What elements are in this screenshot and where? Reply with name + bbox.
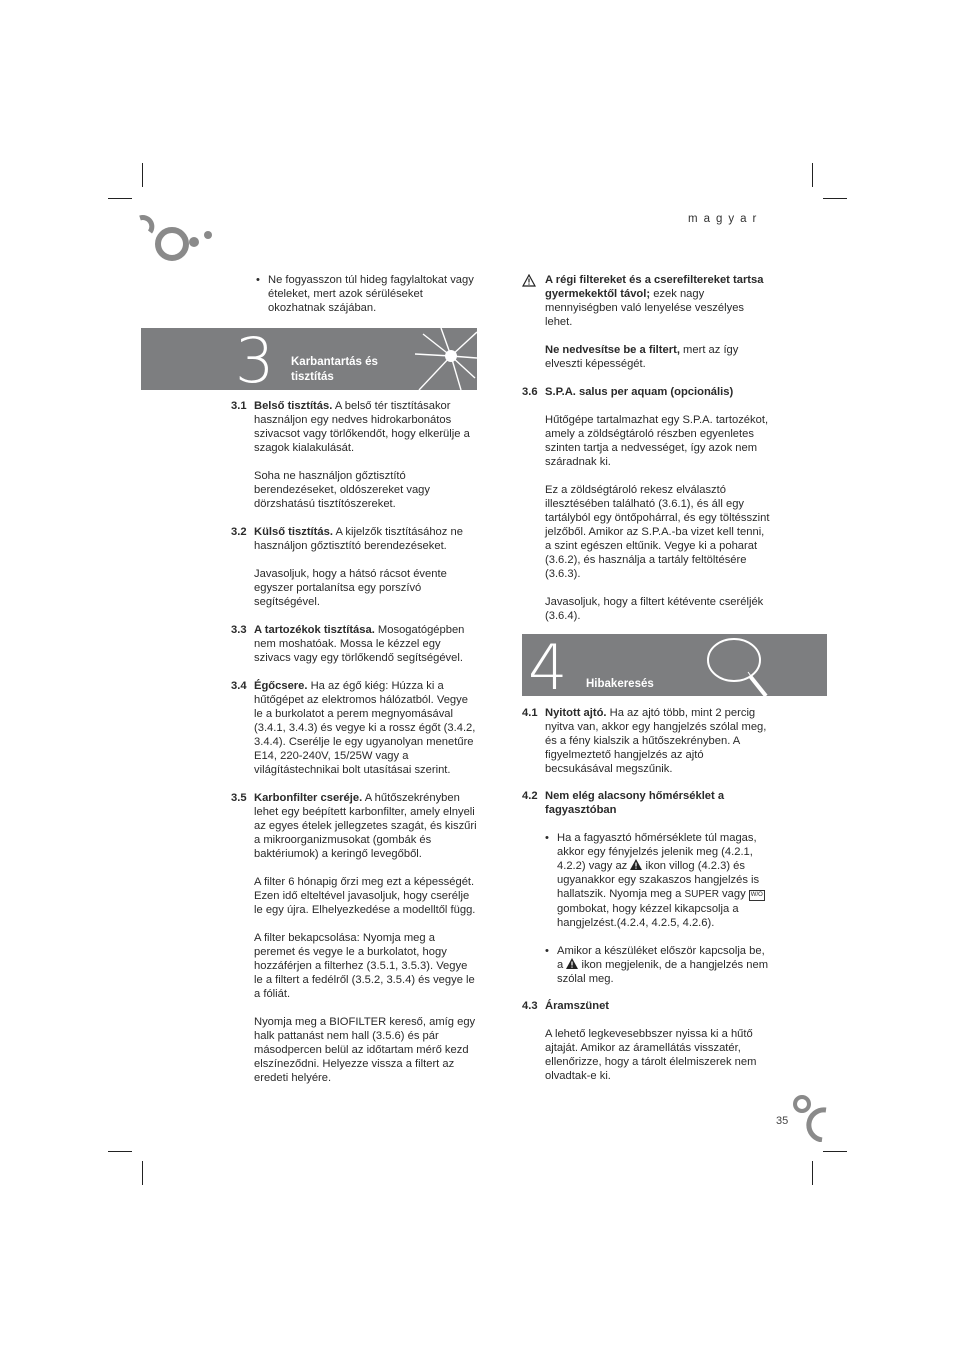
section-number: 4 (528, 634, 568, 696)
crop-mark (823, 1151, 847, 1152)
item-paragraph: A filter 6 hónapig őrzi meg ezt a képességét. Ezen idő elteltével javasoljuk, hogy cserélje le egy újra. Elhelyezkedése a modelltől függ. (254, 876, 476, 916)
brand-logo-small-icon (792, 1090, 828, 1142)
section-4-header (522, 634, 827, 696)
crop-mark (812, 163, 813, 187)
crop-mark (108, 198, 132, 199)
section-title: Karbantartás és tisztítás (291, 356, 378, 383)
wo-button-icon: W/O (749, 890, 765, 901)
section-3-header (141, 328, 477, 390)
section-4-3: 4.3 Áramszünet A lehető legkevesebbszer nyissa ki a hűtő ajtaját. Amikor az áramellátás visszatér, ellenőrizze, hogy a tárolt élelmiszerek nem olvadtak-e ki. (522, 1000, 757, 1082)
item-paragraph: Soha ne használjon gőztisztító berendezéseket, oldószereket vagy dörzshatású tisztítószereket. (254, 470, 431, 510)
spa-paragraph: Ez a zöldségtároló rekesz elválasztó illesztésében található (3.6.1), és áll egy tartályból egy öntőpohárral, és egy töltésszint jelzőből. Amikor az S.P.A.-ba vizet kell tenni, a szint egészen eltűnik. Vegye ki a poharat (3.6.2), és használja a tartály feltöltésére (3.6.3). (545, 484, 770, 580)
left-items (231, 399, 477, 1099)
section-4-2: 4.2 Nem elég alacsony hőmérséklet a fagyasztóban • Ha a fagyasztó hőmérséklete túl magas, akkor egy fényjelzés jelenik meg (4.2.1, 4.2.2) vagy az ikon villog (4.2.3) és ugyanakkor egy szakaszos hangjelzés is hallatszik. Nyomja meg a SUPER vagy W/O gombokat, hogy kézzel kikapcsolja a hangjelzést.(4.2.4, 4.2.5, 4.2.6). • Amikor a készüléket először kapcsolja be, a ikon megjelenik, de a hangjelzés nem szólal meg. (522, 789, 772, 986)
item-heading: Karbonfilter cseréje. (254, 792, 363, 804)
item-number: 3.4 (231, 680, 247, 692)
warning-icon (630, 860, 642, 872)
item-number: 3.2 (231, 526, 247, 538)
magnifier-icon (704, 638, 788, 696)
item-text: A tartozékok tisztítása. Mosogatógépben nem moshatóak. Mossa le kézzel egy szivacs vagy egy törlőkendő segítségével. (254, 624, 465, 664)
section-4-1: 4.1 Nyitott ajtó. Ha az ajtó több, mint 2 percig nyitva van, akkor egy hangjelzés szólal meg, és a fény kialszik a hűtőszekrényben. A figyelmeztető hangjelzés az ajtó becsukásával megszűnik. (522, 707, 767, 775)
maintenance-item (231, 399, 477, 511)
section-title: Hibakeresés (586, 678, 654, 690)
maintenance-item (231, 525, 477, 609)
list-item: • Amikor a készüléket először kapcsolja be, a ikon megjelenik, de a hangjelzés nem szólal meg. (545, 944, 772, 986)
intro-bullet: • Ne fogyasszon túl hideg fagylaltokat vagy ételeket, mert azok sérüléseket okozhatnak szájában. (256, 273, 478, 315)
item-number: 3.3 (231, 624, 247, 636)
language-label: magyar (688, 213, 763, 225)
crop-mark (812, 1161, 813, 1185)
sparkle-icon (411, 328, 477, 390)
spa-section: 3.6 S.P.A. salus per aquam (opcionális) Hűtőgépe tartalmazhat egy S.P.A. tartozékot, amely a zöldségtároló részben egyenletes szinten tartja a nedvességet, így azok nem száradnak ki. Ez a zöldségtároló rekesz elválasztó illesztésében található (3.6.1), és áll egy tartályból egy öntőpohárral, és egy töltésszint jelzőből. Amikor az S.P.A.-ba vizet kell tenni, a szint egészen eltűnik. Vegye ki a poharat (3.6.2), és használja a tartály feltöltésére (3.6.3). Javasoljuk, hogy a filtert kétévente cseréljék (3.6.4). (522, 385, 772, 623)
item-number: 3.1 (231, 400, 247, 412)
item-heading: Külső tisztítás. (254, 526, 333, 538)
crop-mark (823, 198, 847, 199)
page-number: 35 (776, 1115, 789, 1127)
maintenance-item (231, 679, 477, 777)
item-number: 3.5 (231, 792, 247, 804)
warning-icon (566, 959, 578, 971)
brand-logo-icon (138, 212, 214, 272)
crop-mark (108, 1151, 132, 1152)
spa-paragraph: Javasoljuk, hogy a filtert kétévente cseréljék (3.6.4). (545, 596, 764, 622)
item-text: Karbonfilter cseréje. A hűtőszekrényben lehet egy beépített karbonfilter, amely elnyeli az egyes ételek jellegzetes szagát, és kiszűri a mikroorganizmusokat (gombák és baktériumok) a keringő levegőből. (254, 792, 477, 860)
item-paragraph: Javasoljuk, hogy a hátsó rácsot évente egyszer portalanítsa egy porszívó segítségével. (254, 568, 447, 608)
spa-paragraph: Hűtőgépe tartalmazhat egy S.P.A. tartozékot, amely a zöldségtároló részben egyenletes szinten tartja a nedvességet, így azok nem száradnak ki. (545, 414, 769, 468)
warning-triangle-icon (522, 274, 536, 291)
crop-mark (142, 163, 143, 187)
item-text: Külső tisztítás. A kijelzők tisztításához ne használjon gőztisztító berendezéseket. (254, 526, 463, 552)
maintenance-item (231, 791, 477, 1085)
section-number: 3 (235, 328, 275, 390)
item-heading: A tartozékok tisztítása. (254, 624, 375, 636)
item-text: Belső tisztítás. A belső tér tisztításakor használjon egy nedves hidrokarbonátos szivacsot vagy törlőkendőt, hogy elkerülje a szagok kialakulását. (254, 400, 470, 454)
item-heading: Égőcsere. (254, 680, 308, 692)
maintenance-item (231, 623, 477, 665)
item-heading: Belső tisztítás. (254, 400, 333, 412)
item-paragraph: A filter bekapcsolása: Nyomja meg a peremet és vegye le a burkolatot, hogy hozzáférjen a filterhez (3.5.1, 3.5.3). Vegye le a filtert a fedélről (3.5.2, 3.5.4) és vegye le a fóliát. (254, 932, 475, 1000)
list-item: • Ha a fagyasztó hőmérséklete túl magas, akkor egy fényjelzés jelenik meg (4.2.1, 4.2.2) vagy az ikon villog (4.2.3) és ugyanakkor egy szakaszos hangjelzés is hallatszik. Nyomja meg a SUPER vagy W/O gombokat, hogy kézzel kikapcsolja a hangjelzést.(4.2.4, 4.2.5, 4.2.6). (545, 831, 772, 930)
crop-mark (142, 1161, 143, 1185)
filter-warning: A régi filtereket és a cserefiltereket tartsa gyermekektől távol; ezek nagy mennyiségben való lenyelése veszélyes lehet. Ne nedvesítse be a filtert, mert az így elveszti képességét. (522, 273, 772, 371)
item-paragraph: Nyomja meg a BIOFILTER kereső, amíg egy halk pattanást nem hall (3.5.6) és pár másodpercen belül az időtartam mérő kezd elszíneződni. Helyezze vissza a filtert az eredeti helyére. (254, 1016, 476, 1084)
item-text: Égőcsere. Ha az égő kiég: Húzza ki a hűtőgépet az elektromos hálózatból. Vegye le a burkolatot a perem megnyomásával (3.4.1, 3.4.3) és vegye ki a rossz égőt (3.4.2, 3.4.4). Cserélje le egy ugyanolyan menetűre E14, 220-240V, 15/25W vagy a világítástechnikai bolt utasításai szerint. (254, 680, 476, 776)
